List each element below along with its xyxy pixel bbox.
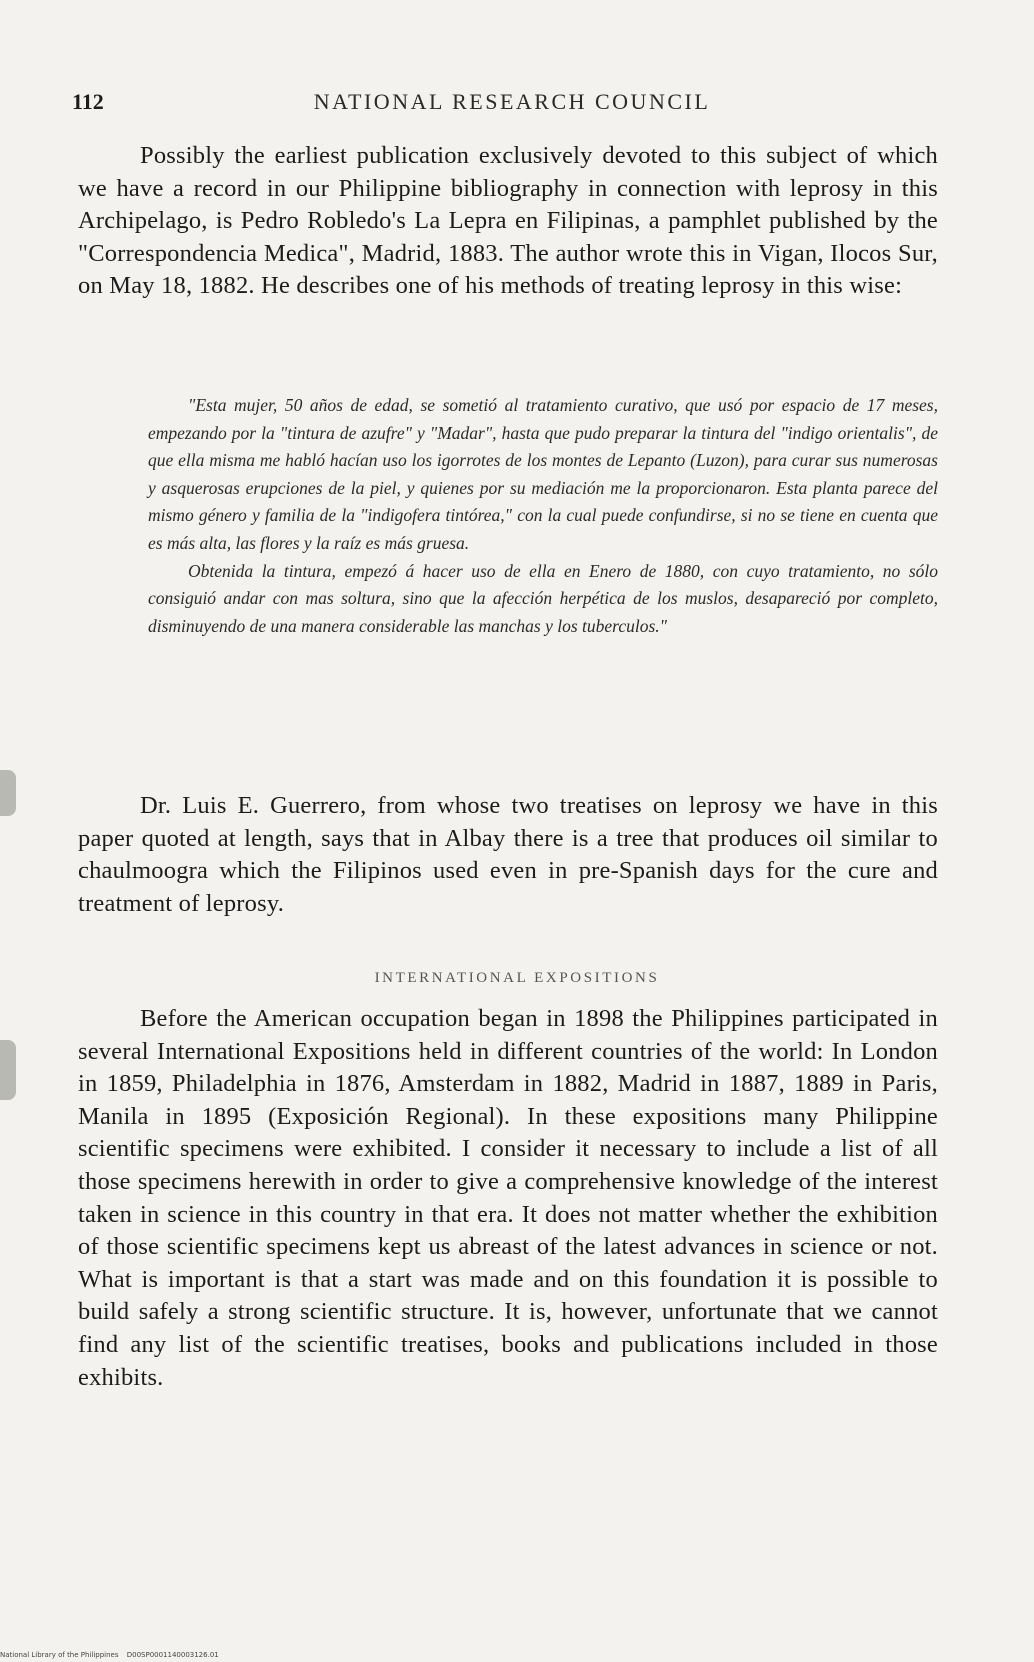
scan-footer xyxy=(0,1651,225,1659)
page-header xyxy=(72,84,952,120)
quote-paragraph-1: "Esta mujer, 50 años de edad, se sometió al tratamiento curativo, que usó por espacio de 17 meses, empezando por la "tintura de azufre" y "Madar", hasta que pudo preparar la tintura del "indigo orientalis", de que ella misma me habló hacían uso los igorrotes de los montes de Lepanto (Luzon), para curar sus numerosas y asquerosas erupciones de la piel, y quienes por su mediación me la proporcionaron. Esta planta parece del mismo género y familia de la "indigofera tintórea," con la cual puede confundirse, si no se tiene en cuenta que es más alta, las flores y la raíz es más gruesa. xyxy=(148,395,938,553)
left-edge-mark-top xyxy=(0,770,16,816)
page-number: 112 xyxy=(72,89,104,114)
paragraph-robledo xyxy=(78,140,938,303)
paragraph-text: Dr. Luis E. Guerrero, from whose two treatises on leprosy we have in this paper quoted at length, says that in Albay there is a tree that produces oil similar to chaulmoogra which the Filipinos used even in pre-Spanish days for the cure and treatment of leprosy. xyxy=(78,792,938,917)
paragraph-expositions xyxy=(78,1003,938,1394)
quote-paragraph-2: Obtenida la tintura, empezó á hacer uso de ella en Enero de 1880, con cuyo tratamiento, no sólo consiguió andar con mas soltura, sino que la afección herpética de los muslos, desapareció por completo, disminuyendo de una manera considerable las manchas y los tuberculos." xyxy=(148,560,938,636)
paragraph-guerrero xyxy=(78,790,938,920)
paragraph-text: Possibly the earliest publication exclusively devoted to this subject of which we have a record in our Philippine bibliography in connection with leprosy in this Archipelago, is Pedro Robledo's La Lepra en Filipinas, a pamphlet published by the "Correspondencia Medica", Madrid, 1883. The author wrote this in Vigan, Ilocos Sur, on May 18, 1882. He describes one of his methods of treating leprosy in this wise: xyxy=(78,142,938,300)
section-heading: INTERNATIONAL EXPOSITIONS xyxy=(374,970,660,986)
footer-id: D00SP0001140003126.01 xyxy=(126,1651,219,1659)
running-head: NATIONAL RESEARCH COUNCIL xyxy=(313,89,711,114)
footer-source: National Library of the Philippines xyxy=(0,1651,119,1659)
paragraph-text: Before the American occupation began in 1898 the Philippines participated in several International Expositions held in different countries of the world: In London in 1859, Philadelphia in 1876, Amsterdam in 1882, Madrid in 1887, 1889 in Paris, Manila in 1895 (Exposición Regional). In these expositions many Philippine scientific specimens were exhibited. I consider it necessary to include a list of all those specimens herewith in order to give a comprehensive knowledge of the interest taken in science in this country in that era. It does not matter whether the exhibition of those scientific specimens kept us abreast of the latest advances in science or not. What is important is that a start was made and on this foundation it is possible to build safely a strong scientific structure. It is, however, unfortunate that we cannot find any list of the scientific treatises, books and publications included in those exhibits. xyxy=(78,1005,938,1391)
left-edge-mark-middle xyxy=(0,1040,16,1100)
block-quote xyxy=(148,392,938,640)
